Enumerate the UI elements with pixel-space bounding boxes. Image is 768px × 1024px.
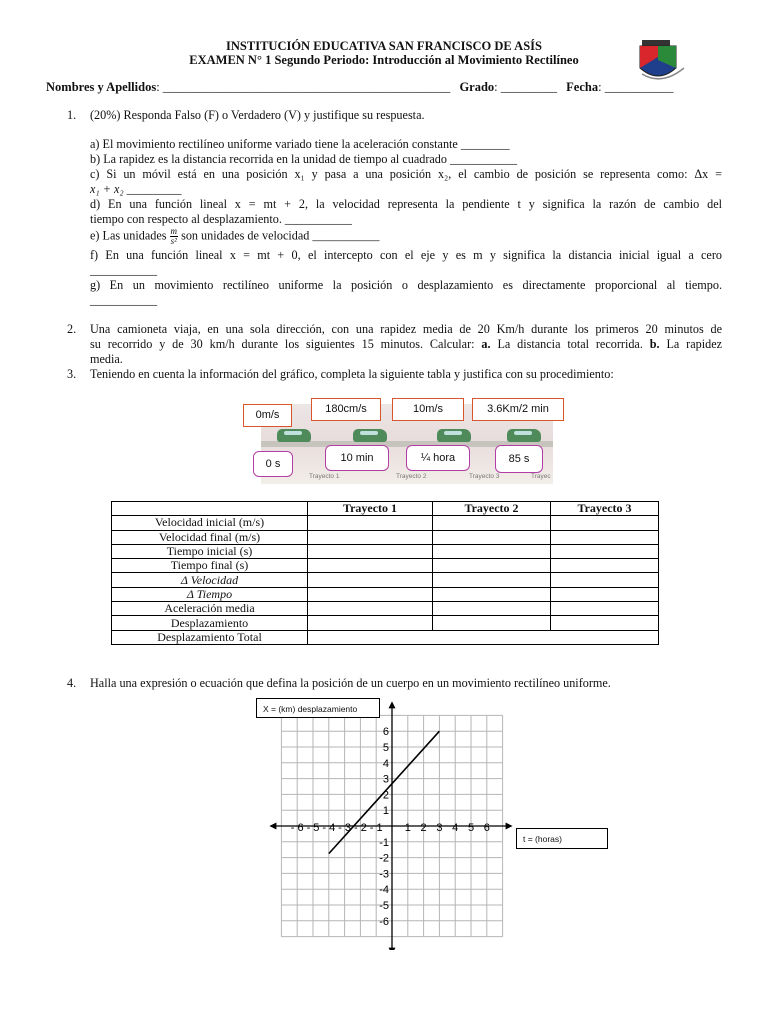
x-tick-label: 4: [452, 822, 459, 834]
answer-cell[interactable]: [433, 587, 551, 601]
table-header-cell: Trayecto 2: [433, 502, 551, 516]
date-label: Fecha: [566, 80, 599, 94]
row-label: Desplazamiento: [112, 616, 308, 630]
x-tick-label: - 2: [353, 822, 367, 834]
x-tick-label: - 5: [306, 822, 320, 834]
grade-field[interactable]: : _________: [494, 80, 558, 94]
row-label: Δ Velocidad: [112, 573, 308, 587]
name-field[interactable]: : ______________________________________________: [156, 80, 451, 94]
institution-title: INSTITUCIÓN EDUCATIVA SAN FRANCISCO DE ASÍS: [226, 39, 542, 53]
q1-item-f-line1: f) En una función lineal x = mt + 0, el intercepto con el eje y es m y significa la distancia inicial igual a cero: [90, 248, 722, 262]
table-header-cell: Trayecto 1: [308, 502, 433, 516]
answer-cell[interactable]: [551, 616, 659, 630]
table-header-row: [112, 502, 659, 516]
row-label: Velocidad final (m/s): [112, 530, 308, 544]
answer-cell[interactable]: [433, 573, 551, 587]
answer-cell[interactable]: [551, 602, 659, 616]
q1-prompt: (20%) Responda Falso (F) o Verdadero (V) y justifique su respuesta.: [90, 108, 425, 122]
x-axis-arrow-left: [269, 823, 276, 830]
q1-item-g-line2: ___________: [90, 293, 158, 307]
x-tick-label: 2: [420, 822, 427, 834]
y-axis-label-box: X = (km) desplazamiento: [256, 698, 380, 718]
x-axis-label-box: t = (horas): [516, 828, 608, 849]
answer-cell[interactable]: [551, 559, 659, 573]
q2-part-a: a.: [481, 337, 491, 351]
car-icon: [437, 429, 471, 442]
row-label: Aceleración media: [112, 602, 308, 616]
table-row: [112, 559, 659, 573]
q2-line2: [90, 337, 722, 352]
q1-item-d-line2: tiempo con respecto al desplazamiento. ___________: [90, 212, 352, 226]
time-label: 10 min: [325, 445, 389, 471]
row-label: Δ Tiempo: [112, 587, 308, 601]
q1-item-f-line2: ___________: [90, 263, 158, 277]
time-label: ¼ hora: [406, 445, 470, 471]
answer-cell[interactable]: [551, 530, 659, 544]
q1-item-b: b) La rapidez es la distancia recorrida en la unidad de tiempo al cuadrado ___________: [90, 152, 518, 166]
table-header-cell: [112, 502, 308, 516]
car-icon: [507, 429, 541, 442]
q2-number: 2.: [67, 322, 77, 336]
y-axis-arrow-up: [389, 701, 396, 708]
x-tick-label: - 3: [338, 822, 352, 834]
q3-number: 3.: [67, 367, 77, 381]
answer-cell[interactable]: [551, 516, 659, 530]
car-icon: [353, 429, 387, 442]
answer-cell[interactable]: [433, 602, 551, 616]
answer-cell[interactable]: [551, 587, 659, 601]
q1-number: 1.: [67, 108, 77, 122]
velocity-label: 3.6Km/2 min: [472, 398, 564, 421]
segment-label: Trayec: [531, 473, 551, 480]
q1-item-e-post: son unidades de velocidad ___________: [181, 228, 380, 243]
answer-cell[interactable]: [433, 616, 551, 630]
student-info-line: [46, 80, 673, 95]
x-axis-arrow-right: [506, 823, 513, 830]
segment-label: Trayecto 1: [309, 473, 340, 480]
fraction-numerator: m: [170, 226, 178, 236]
q1-item-e: [90, 227, 722, 249]
fraction-denominator: s²: [170, 236, 177, 246]
q2-line2-post: La rapidez: [666, 337, 723, 351]
y-tick-label: -4: [379, 884, 389, 897]
q4-prompt: Halla una expresión o ecuación que defina la posición de un cuerpo en un movimiento rectilíneo uniforme.: [90, 676, 611, 690]
q2-line2-pre: su recorrido y de 30 km/h durante los siguientes 15 minutos. Calcular:: [90, 337, 475, 351]
q1-item-c-line1: c) Si un móvil está en una posición x₁ y pasa a una posición x₂, el cambio de posición se representa como: Δx =: [90, 167, 722, 181]
x-tick-label: - 6: [290, 822, 304, 834]
y-tick-label: 6: [382, 726, 389, 739]
motion-table: [111, 501, 659, 645]
y-tick-label: 5: [382, 742, 389, 754]
table-row: [112, 544, 659, 558]
q1-item-e-pre: e) Las unidades: [90, 228, 167, 243]
table-row: [112, 602, 659, 616]
table-row: [112, 530, 659, 544]
velocity-label: 10m/s: [392, 398, 464, 421]
q2-line1: Una camioneta viaja, en una sola dirección, con una rapidez media de 20 Km/h durante los primeros 20 minutos de: [90, 322, 722, 336]
segment-label: Trayecto 3: [469, 473, 500, 480]
q1-item-d-line1: d) En una función lineal x = mt + 2, la velocidad representa la pendiente t y significa la razón de cambio del: [90, 197, 722, 211]
q2-part-b: b.: [649, 337, 660, 351]
answer-cell[interactable]: [308, 602, 433, 616]
x-tick-label: 5: [467, 822, 475, 834]
q2-line2-mid: La distancia total recorrida.: [497, 337, 643, 351]
q1-item-g-line1: g) En un movimiento rectilíneo uniforme la posición o desplazamiento es directamente proporcional al tiempo.: [90, 278, 722, 292]
table-row: [112, 616, 659, 630]
answer-cell[interactable]: [433, 544, 551, 558]
answer-cell[interactable]: [308, 559, 433, 573]
answer-cell[interactable]: [433, 559, 551, 573]
q4-number: 4.: [67, 676, 77, 690]
row-label: Tiempo final (s): [112, 559, 308, 573]
units-fraction: [170, 227, 179, 246]
grade-label: Grado: [459, 80, 495, 94]
x-tick-label: 6: [483, 822, 490, 834]
x-tick-label: - 1: [369, 822, 383, 834]
row-label: Desplazamiento Total: [112, 630, 308, 644]
x-tick-label: 1: [404, 822, 411, 834]
y-tick-label: -2: [379, 852, 389, 865]
answer-cell[interactable]: [433, 530, 551, 544]
table-row: [112, 516, 659, 530]
time-label: 85 s: [495, 445, 543, 473]
answer-cell[interactable]: [308, 544, 433, 558]
answer-cell[interactable]: [308, 616, 433, 630]
y-tick-label: -1: [379, 836, 389, 849]
time-label: 0 s: [253, 451, 293, 477]
position-time-graph: [240, 695, 620, 950]
car-icon: [277, 429, 311, 442]
answer-cell[interactable]: [433, 516, 551, 530]
answer-cell[interactable]: [551, 544, 659, 558]
name-label: Nombres y Apellidos: [46, 80, 157, 94]
row-label: Velocidad inicial (m/s): [112, 516, 308, 530]
q3-prompt: Teniendo en cuenta la información del gráfico, completa la siguiente tabla y justifica con su procedimiento:: [90, 367, 614, 381]
x-tick-label: 3: [436, 822, 443, 834]
answer-cell[interactable]: [308, 573, 433, 587]
q2-line3: media.: [90, 352, 123, 366]
exam-title: EXAMEN N° 1 Segundo Periodo: Introducción al Movimiento Rectilíneo: [189, 53, 579, 67]
q1-item-c-line2: x₁ + x₂ _________: [90, 182, 182, 196]
y-tick-label: 4: [382, 757, 389, 770]
velocity-label: 0m/s: [243, 404, 292, 427]
answer-cell[interactable]: [308, 587, 433, 601]
row-label: Tiempo inicial (s): [112, 544, 308, 558]
y-tick-label: 2: [382, 789, 389, 802]
y-tick-label: -6: [379, 915, 389, 928]
velocity-label: 180cm/s: [311, 398, 381, 421]
answer-cell[interactable]: [308, 516, 433, 530]
y-tick-label: -3: [379, 868, 389, 881]
y-tick-label: -5: [379, 900, 389, 912]
x-tick-label: - 4: [322, 822, 336, 834]
table-row: [112, 587, 659, 601]
answer-cell[interactable]: [308, 530, 433, 544]
answer-cell[interactable]: [551, 573, 659, 587]
table-row: [112, 630, 659, 644]
table-row: [112, 573, 659, 587]
y-tick-label: 1: [382, 805, 389, 818]
segment-label: Trayecto 2: [396, 473, 427, 480]
y-tick-label: 3: [382, 773, 389, 786]
date-field[interactable]: : ___________: [598, 80, 674, 94]
y-axis-arrow-down: [389, 948, 396, 950]
table-header-cell: Trayecto 3: [551, 502, 659, 516]
answer-cell[interactable]: [308, 630, 659, 644]
q1-item-a: a) El movimiento rectilíneo uniforme variado tiene la aceleración constante ________: [90, 137, 510, 151]
